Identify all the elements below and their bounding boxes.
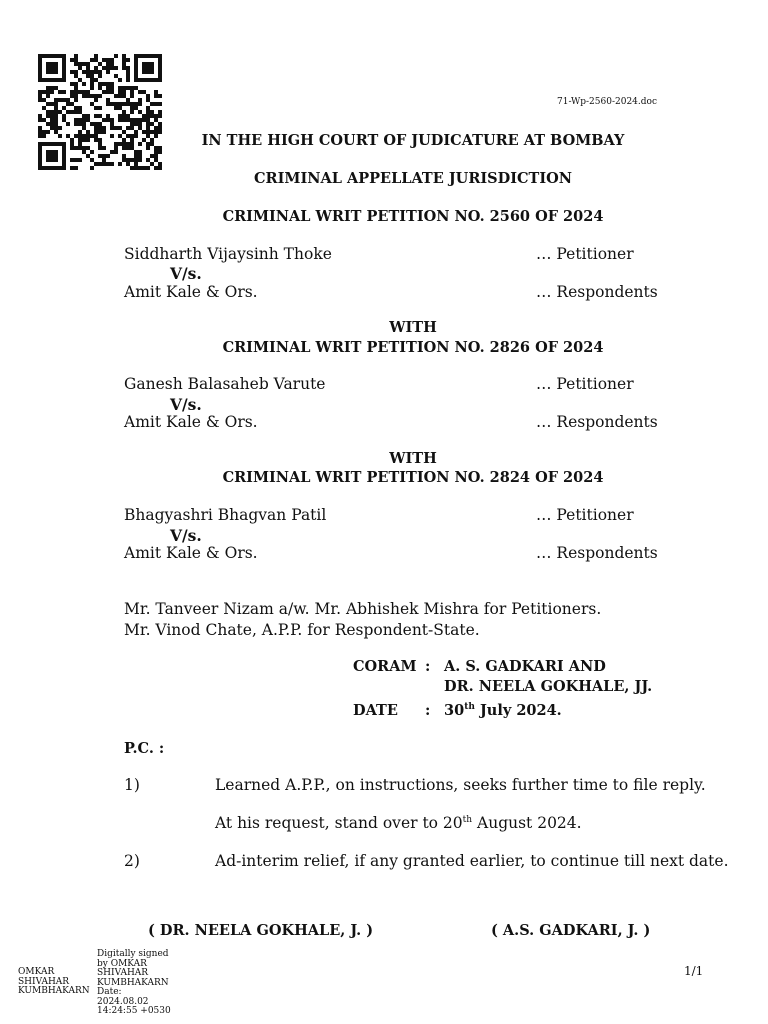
- judge-signature-right: ( A.S. GADKARI, J. ): [491, 922, 651, 939]
- respondent-role: … Respondents: [536, 283, 658, 301]
- pc-label: P.C. :: [124, 740, 165, 757]
- respondent-name: Amit Kale & Ors.: [124, 283, 258, 301]
- digital-signer-name: OMKAR SHIVAHAR KUMBHAKARN: [18, 967, 90, 996]
- order-date: 30th July 2024.: [444, 702, 562, 719]
- order-text: Ad-interim relief, if any granted earlier, to continue till next date.: [215, 852, 729, 870]
- coram-judge: A. S. GADKARI AND: [444, 658, 606, 675]
- petitioner-role: … Petitioner: [536, 506, 634, 524]
- order-text: Learned A.P.P., on instructions, seeks further time to file reply.: [215, 776, 706, 794]
- respondent-name: Amit Kale & Ors.: [124, 544, 258, 562]
- qr-code-image: [38, 54, 162, 170]
- with-label: WITH: [389, 450, 437, 467]
- court-heading: IN THE HIGH COURT OF JUDICATURE AT BOMBAY: [201, 132, 625, 149]
- case-title: CRIMINAL WRIT PETITION NO. 2826 OF 2024: [222, 339, 604, 356]
- date-colon: :: [425, 702, 431, 719]
- case-title: CRIMINAL WRIT PETITION NO. 2560 OF 2024: [222, 208, 604, 225]
- petitioner-name: Bhagyashri Bhagvan Patil: [124, 506, 327, 524]
- coram-judge: DR. NEELA GOKHALE, JJ.: [444, 678, 653, 695]
- petitioner-name: Ganesh Balasaheb Varute: [124, 375, 326, 393]
- document-reference: 71-Wp-2560-2024.doc: [557, 97, 657, 107]
- respondent-role: … Respondents: [536, 413, 658, 431]
- petitioner-name: Siddharth Vijaysinh Thoke: [124, 245, 332, 263]
- versus-label: V/s.: [170, 264, 202, 283]
- respondent-name: Amit Kale & Ors.: [124, 413, 258, 431]
- petitioner-role: … Petitioner: [536, 375, 634, 393]
- versus-label: V/s.: [170, 526, 202, 545]
- order-number: 1): [124, 776, 140, 794]
- respondent-role: … Respondents: [536, 544, 658, 562]
- appearance-line: Mr. Vinod Chate, A.P.P. for Respondent-State.: [124, 621, 480, 639]
- appearance-line: Mr. Tanveer Nizam a/w. Mr. Abhishek Mishra for Petitioners.: [124, 600, 602, 618]
- versus-label: V/s.: [170, 395, 202, 414]
- page-number: 1/1: [684, 964, 704, 978]
- jurisdiction-heading: CRIMINAL APPELLATE JURISDICTION: [254, 170, 572, 187]
- coram-colon: :: [425, 658, 431, 675]
- coram-label: CORAM: [353, 658, 417, 675]
- order-number: 2): [124, 852, 140, 870]
- order-text: At his request, stand over to 20th August 2024.: [215, 814, 582, 832]
- date-label: DATE: [353, 702, 398, 719]
- case-title: CRIMINAL WRIT PETITION NO. 2824 OF 2024: [222, 469, 604, 486]
- digital-signature-details: Digitally signed by OMKAR SHIVAHAR KUMBHAKARN Date: 2024.08.02 14:24:55 +0530: [97, 949, 171, 1016]
- petitioner-role: … Petitioner: [536, 245, 634, 263]
- with-label: WITH: [389, 319, 437, 336]
- judge-signature-left: ( DR. NEELA GOKHALE, J. ): [148, 922, 374, 939]
